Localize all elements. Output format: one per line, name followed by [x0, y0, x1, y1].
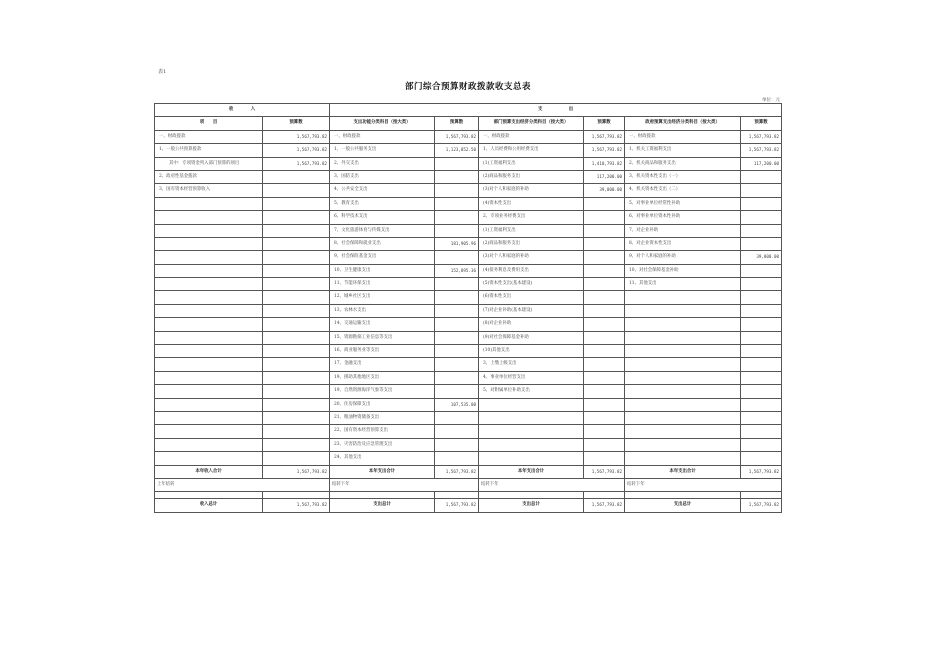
func-value: [435, 157, 479, 170]
gov-value: [741, 438, 782, 451]
income-value: [263, 224, 330, 237]
dept-value: [584, 304, 625, 317]
income-item: [155, 304, 263, 317]
func-cat-header: 支出功能分类科目（按大类）: [330, 117, 435, 130]
year-expense-label-gov: 本年支出合计: [625, 465, 741, 478]
income-item: [155, 398, 263, 411]
income-value: [263, 345, 330, 358]
table-row: [155, 331, 782, 344]
gov-value: [741, 197, 782, 210]
table-row: [155, 251, 782, 264]
dept-value: [584, 398, 625, 411]
gov-value: [741, 345, 782, 358]
dept-item: [479, 411, 584, 424]
gov-item: [625, 331, 741, 344]
year-expense-value-func: 1,567,793.82: [435, 465, 479, 478]
table-row: [155, 438, 782, 451]
gov-value: [741, 358, 782, 371]
income-value: [263, 371, 330, 384]
table-row: [155, 358, 782, 371]
gov-value: [741, 371, 782, 384]
income-item: [155, 438, 263, 451]
gov-item: 1、机关工资福利支出: [625, 144, 741, 157]
year-expense-label: 本年支出合计: [330, 465, 435, 478]
income-value: [263, 197, 330, 210]
income-item: [155, 264, 263, 277]
gov-value: [741, 237, 782, 250]
item-header: 项 目: [155, 117, 263, 130]
income-total-label: 收入总计: [155, 499, 263, 512]
func-item: 9、社会保险基金支出: [330, 251, 435, 264]
func-value: [435, 318, 479, 331]
income-header: 收 入: [155, 104, 330, 117]
dept-value: [584, 438, 625, 451]
dept-value: 117,200.00: [584, 170, 625, 183]
dept-item: [479, 398, 584, 411]
income-item: [155, 345, 263, 358]
func-item: 7、文化旅游体育与传媒支出: [330, 224, 435, 237]
year-expense-value-dept: 1,567,793.82: [584, 465, 625, 478]
gov-item: [625, 358, 741, 371]
income-value: [263, 331, 330, 344]
table-row: [155, 144, 782, 157]
table-row: [155, 345, 782, 358]
dept-item: (3)对个人和家庭的补助: [479, 184, 584, 197]
func-item: 24、其他支出: [330, 452, 435, 465]
dept-item: (1)工资福利支出: [479, 157, 584, 170]
dept-item: (3)对个人和家庭的补助: [479, 251, 584, 264]
gov-item: 2、机关商品和服务支出: [625, 157, 741, 170]
income-value: [263, 398, 330, 411]
gov-value: 39,800.00: [741, 251, 782, 264]
func-item: 10、卫生健康支出: [330, 264, 435, 277]
income-item: [155, 211, 263, 224]
gov-value: [741, 398, 782, 411]
dept-item: 4、事业单位经营支出: [479, 371, 584, 384]
income-item: [155, 318, 263, 331]
func-item: 21、粮油物资储备支出: [330, 411, 435, 424]
gov-item: 一、财政拨款: [625, 130, 741, 143]
dept-item: 一、财政拨款: [479, 130, 584, 143]
table-row: [155, 304, 782, 317]
table-row: [155, 157, 782, 170]
gov-item: [625, 425, 741, 438]
carry-in-label: 上年结转: [155, 478, 330, 491]
income-item: [155, 411, 263, 424]
func-item: 6、科学技术支出: [330, 211, 435, 224]
dept-value: [584, 411, 625, 424]
dept-item: 1、人员经费和公用经费支出: [479, 144, 584, 157]
income-item: [155, 237, 263, 250]
expense-total-label: 支出总计: [330, 499, 435, 512]
budget-header-func: 预算数: [435, 117, 479, 130]
func-item: 5、教育支出: [330, 197, 435, 210]
func-item: 20、住房保障支出: [330, 398, 435, 411]
func-value: 1,567,793.82: [435, 130, 479, 143]
dept-value: [584, 251, 625, 264]
gov-item: [625, 452, 741, 465]
table-row: [155, 184, 782, 197]
table-row: [155, 291, 782, 304]
year-income-label: 本年收入合计: [155, 465, 263, 478]
expense-total-label-gov: 支出总计: [625, 499, 741, 512]
dept-value: [584, 371, 625, 384]
gov-value: [741, 278, 782, 291]
income-item: [155, 251, 263, 264]
dept-value: [584, 358, 625, 371]
table-row: [155, 211, 782, 224]
income-value: [263, 385, 330, 398]
gov-value: [741, 184, 782, 197]
income-value: [263, 251, 330, 264]
sheet-number: 表1: [158, 69, 167, 75]
carry-out-label-dept: 结转下年: [479, 478, 625, 491]
dept-value: [584, 224, 625, 237]
gov-item: [625, 438, 741, 451]
expense-total-value-gov: 1,567,793.82: [741, 499, 782, 512]
func-item: 19、援助其他地区支出: [330, 371, 435, 384]
dept-value: [584, 278, 625, 291]
dept-econ-header: 部门预算支出经济分类科目（按大类）: [479, 117, 584, 130]
func-value: [435, 251, 479, 264]
dept-item: [479, 452, 584, 465]
gov-value: [741, 224, 782, 237]
dept-value: 39,800.00: [584, 184, 625, 197]
income-value: [263, 411, 330, 424]
func-value: [435, 358, 479, 371]
dept-item: (9)对社会保障基金补助: [479, 331, 584, 344]
income-value: [263, 264, 330, 277]
dept-item: (2)商品和服务支出: [479, 237, 584, 250]
gov-item: [625, 318, 741, 331]
dept-value: [584, 385, 625, 398]
func-value: 181,905.96: [435, 237, 479, 250]
budget-header-income: 预算数: [263, 117, 330, 130]
carry-row: [155, 478, 782, 491]
table-row: [155, 224, 782, 237]
func-item: 23、灾害防治及应急管理支出: [330, 438, 435, 451]
dept-item: (7)对企业补助(基本建设): [479, 304, 584, 317]
dept-value: [584, 452, 625, 465]
func-value: [435, 184, 479, 197]
income-item: [155, 197, 263, 210]
dept-item: [479, 438, 584, 451]
dept-item: (4)资本性支出: [479, 197, 584, 210]
gov-value: 117,200.00: [741, 157, 782, 170]
func-item: 4、公共安全支出: [330, 184, 435, 197]
expense-total-value-func: 1,567,793.82: [435, 499, 479, 512]
dept-item: [479, 425, 584, 438]
gov-item: 6、对事业单位资本性补助: [625, 211, 741, 224]
expense-total-label-dept: 支出总计: [479, 499, 584, 512]
income-item: [155, 452, 263, 465]
func-item: 11、节能环保支出: [330, 278, 435, 291]
gov-value: [741, 425, 782, 438]
income-value: [263, 358, 330, 371]
dept-item: (10)其他支出: [479, 345, 584, 358]
gov-value: [741, 170, 782, 183]
func-value: [435, 425, 479, 438]
income-value: [263, 318, 330, 331]
func-value: [435, 224, 479, 237]
income-item: 1、一般公共预算拨款: [155, 144, 263, 157]
table-row: [155, 318, 782, 331]
dept-value: [584, 264, 625, 277]
dept-item: (8)对企业补助: [479, 318, 584, 331]
gov-item: 11、其他支出: [625, 278, 741, 291]
income-value: 1,567,793.82: [263, 157, 330, 170]
gov-item: [625, 411, 741, 424]
budget-summary-table: [154, 103, 782, 513]
gov-value: [741, 385, 782, 398]
func-value: [435, 385, 479, 398]
header-row-columns: [155, 117, 782, 130]
income-item: 一、财政拨款: [155, 130, 263, 143]
gov-value: [741, 291, 782, 304]
dept-value: [584, 211, 625, 224]
func-value: [435, 371, 479, 384]
income-value: 1,567,793.82: [263, 144, 330, 157]
func-item: 12、城乡社区支出: [330, 291, 435, 304]
income-value: [263, 452, 330, 465]
dept-item: 3、上缴上级支出: [479, 358, 584, 371]
func-value: [435, 438, 479, 451]
table-body: [155, 130, 782, 465]
dept-item: (4)债务利息及费用支出: [479, 264, 584, 277]
func-item: 19、自然资源海洋气象等支出: [330, 385, 435, 398]
gov-item: [625, 345, 741, 358]
func-value: [435, 304, 479, 317]
table-row: [155, 264, 782, 277]
income-value: [263, 304, 330, 317]
func-value: [435, 345, 479, 358]
func-item: 15、资源勘探工业信息等支出: [330, 331, 435, 344]
gov-value: [741, 211, 782, 224]
income-item: [155, 331, 263, 344]
page-title: 部门综合预算财政拨款收支总表: [404, 82, 531, 92]
income-item: 2、政府性基金拨款: [155, 170, 263, 183]
income-item: 其中：专项资金列入部门预算的项目: [155, 157, 263, 170]
func-value: 107,535.00: [435, 398, 479, 411]
table-row: [155, 398, 782, 411]
func-item: 14、交通运输支出: [330, 318, 435, 331]
header-row-sections: [155, 104, 782, 117]
gov-item: [625, 398, 741, 411]
func-item: 3、国防支出: [330, 170, 435, 183]
gov-item: 5、对事业单位经常性补助: [625, 197, 741, 210]
func-value: [435, 452, 479, 465]
dept-value: [584, 291, 625, 304]
income-item: 3、国有资本经营预算收入: [155, 184, 263, 197]
income-item: [155, 385, 263, 398]
dept-value: [584, 197, 625, 210]
spacer-row: [155, 492, 782, 499]
dept-value: [584, 345, 625, 358]
table-row: [155, 411, 782, 424]
gov-item: 9、对个人和家庭的补助: [625, 251, 741, 264]
gov-value: [741, 452, 782, 465]
income-item: [155, 371, 263, 384]
unit-label: 单位：元: [762, 98, 780, 103]
dept-item: (2)商品和服务支出: [479, 170, 584, 183]
gov-item: 3、机关资本性支出（一）: [625, 170, 741, 183]
carry-out-label-gov: 结转下年: [625, 478, 782, 491]
gov-value: [741, 411, 782, 424]
dept-item: 5、对附属单位补助支出: [479, 385, 584, 398]
year-income-value: 1,567,793.82: [263, 465, 330, 478]
income-value: [263, 291, 330, 304]
gov-item: [625, 385, 741, 398]
gov-econ-header: 政府预算支出经济分类科目（按大类）: [625, 117, 741, 130]
dept-value: 1,567,793.82: [584, 144, 625, 157]
dept-value: [584, 318, 625, 331]
func-item: 8、社会保障和就业支出: [330, 237, 435, 250]
func-item: 一、财政拨款: [330, 130, 435, 143]
income-value: [263, 278, 330, 291]
year-total-row: [155, 465, 782, 478]
expense-header: 支 出: [330, 104, 782, 117]
gov-value: 1,567,793.82: [741, 144, 782, 157]
func-item: 17、金融支出: [330, 358, 435, 371]
income-value: [263, 170, 330, 183]
table-row: [155, 170, 782, 183]
expense-total-value-dept: 1,567,793.82: [584, 499, 625, 512]
dept-value: [584, 237, 625, 250]
func-value: [435, 411, 479, 424]
income-value: [263, 184, 330, 197]
func-item: 22、国有资本经营预算支出: [330, 425, 435, 438]
gov-value: [741, 331, 782, 344]
gov-item: [625, 304, 741, 317]
gov-item: 4、机关资本性支出（二）: [625, 184, 741, 197]
grand-total-row: [155, 499, 782, 512]
func-value: [435, 291, 479, 304]
table-row: [155, 371, 782, 384]
income-value: [263, 237, 330, 250]
func-value: [435, 170, 479, 183]
func-value: 1,123,852.50: [435, 144, 479, 157]
table-row: [155, 385, 782, 398]
table-row: [155, 197, 782, 210]
year-expense-value-gov: 1,567,793.82: [741, 465, 782, 478]
func-item: 1、一般公共服务支出: [330, 144, 435, 157]
gov-item: [625, 371, 741, 384]
table-row: [155, 237, 782, 250]
year-expense-label-dept: 本年支出合计: [479, 465, 584, 478]
income-item: [155, 425, 263, 438]
dept-item: (1)工资福利支出: [479, 224, 584, 237]
income-item: [155, 278, 263, 291]
budget-header-gov: 预算数: [741, 117, 782, 130]
func-item: 16、商业服务业等支出: [330, 345, 435, 358]
func-value: [435, 278, 479, 291]
gov-value: [741, 304, 782, 317]
gov-item: 10、对社会保障基金补助: [625, 264, 741, 277]
carry-out-label-func: 结转下年: [330, 478, 479, 491]
income-item: [155, 224, 263, 237]
dept-value: [584, 425, 625, 438]
table-row: [155, 452, 782, 465]
dept-item: (6)资本性支出: [479, 291, 584, 304]
func-item: 2、外交支出: [330, 157, 435, 170]
income-value: [263, 438, 330, 451]
dept-item: 2、专项业务经费支出: [479, 211, 584, 224]
income-item: [155, 358, 263, 371]
budget-header-dept: 预算数: [584, 117, 625, 130]
table-row: [155, 425, 782, 438]
func-item: 13、农林水支出: [330, 304, 435, 317]
func-value: 152,895.36: [435, 264, 479, 277]
gov-item: 7、对企业补助: [625, 224, 741, 237]
dept-item: (5)资本性支出(基本建设): [479, 278, 584, 291]
gov-value: [741, 264, 782, 277]
income-value: [263, 425, 330, 438]
gov-value: [741, 318, 782, 331]
gov-item: 8、对企业资本性支出: [625, 237, 741, 250]
dept-value: 1,410,793.82: [584, 157, 625, 170]
income-value: 1,567,793.82: [263, 130, 330, 143]
dept-value: 1,567,793.82: [584, 130, 625, 143]
gov-value: 1,567,793.82: [741, 130, 782, 143]
table-row: [155, 278, 782, 291]
func-value: [435, 197, 479, 210]
income-value: [263, 211, 330, 224]
func-value: [435, 331, 479, 344]
income-total-value: 1,567,793.82: [263, 499, 330, 512]
func-value: [435, 211, 479, 224]
gov-item: [625, 291, 741, 304]
table-row: [155, 130, 782, 143]
income-item: [155, 291, 263, 304]
dept-value: [584, 331, 625, 344]
